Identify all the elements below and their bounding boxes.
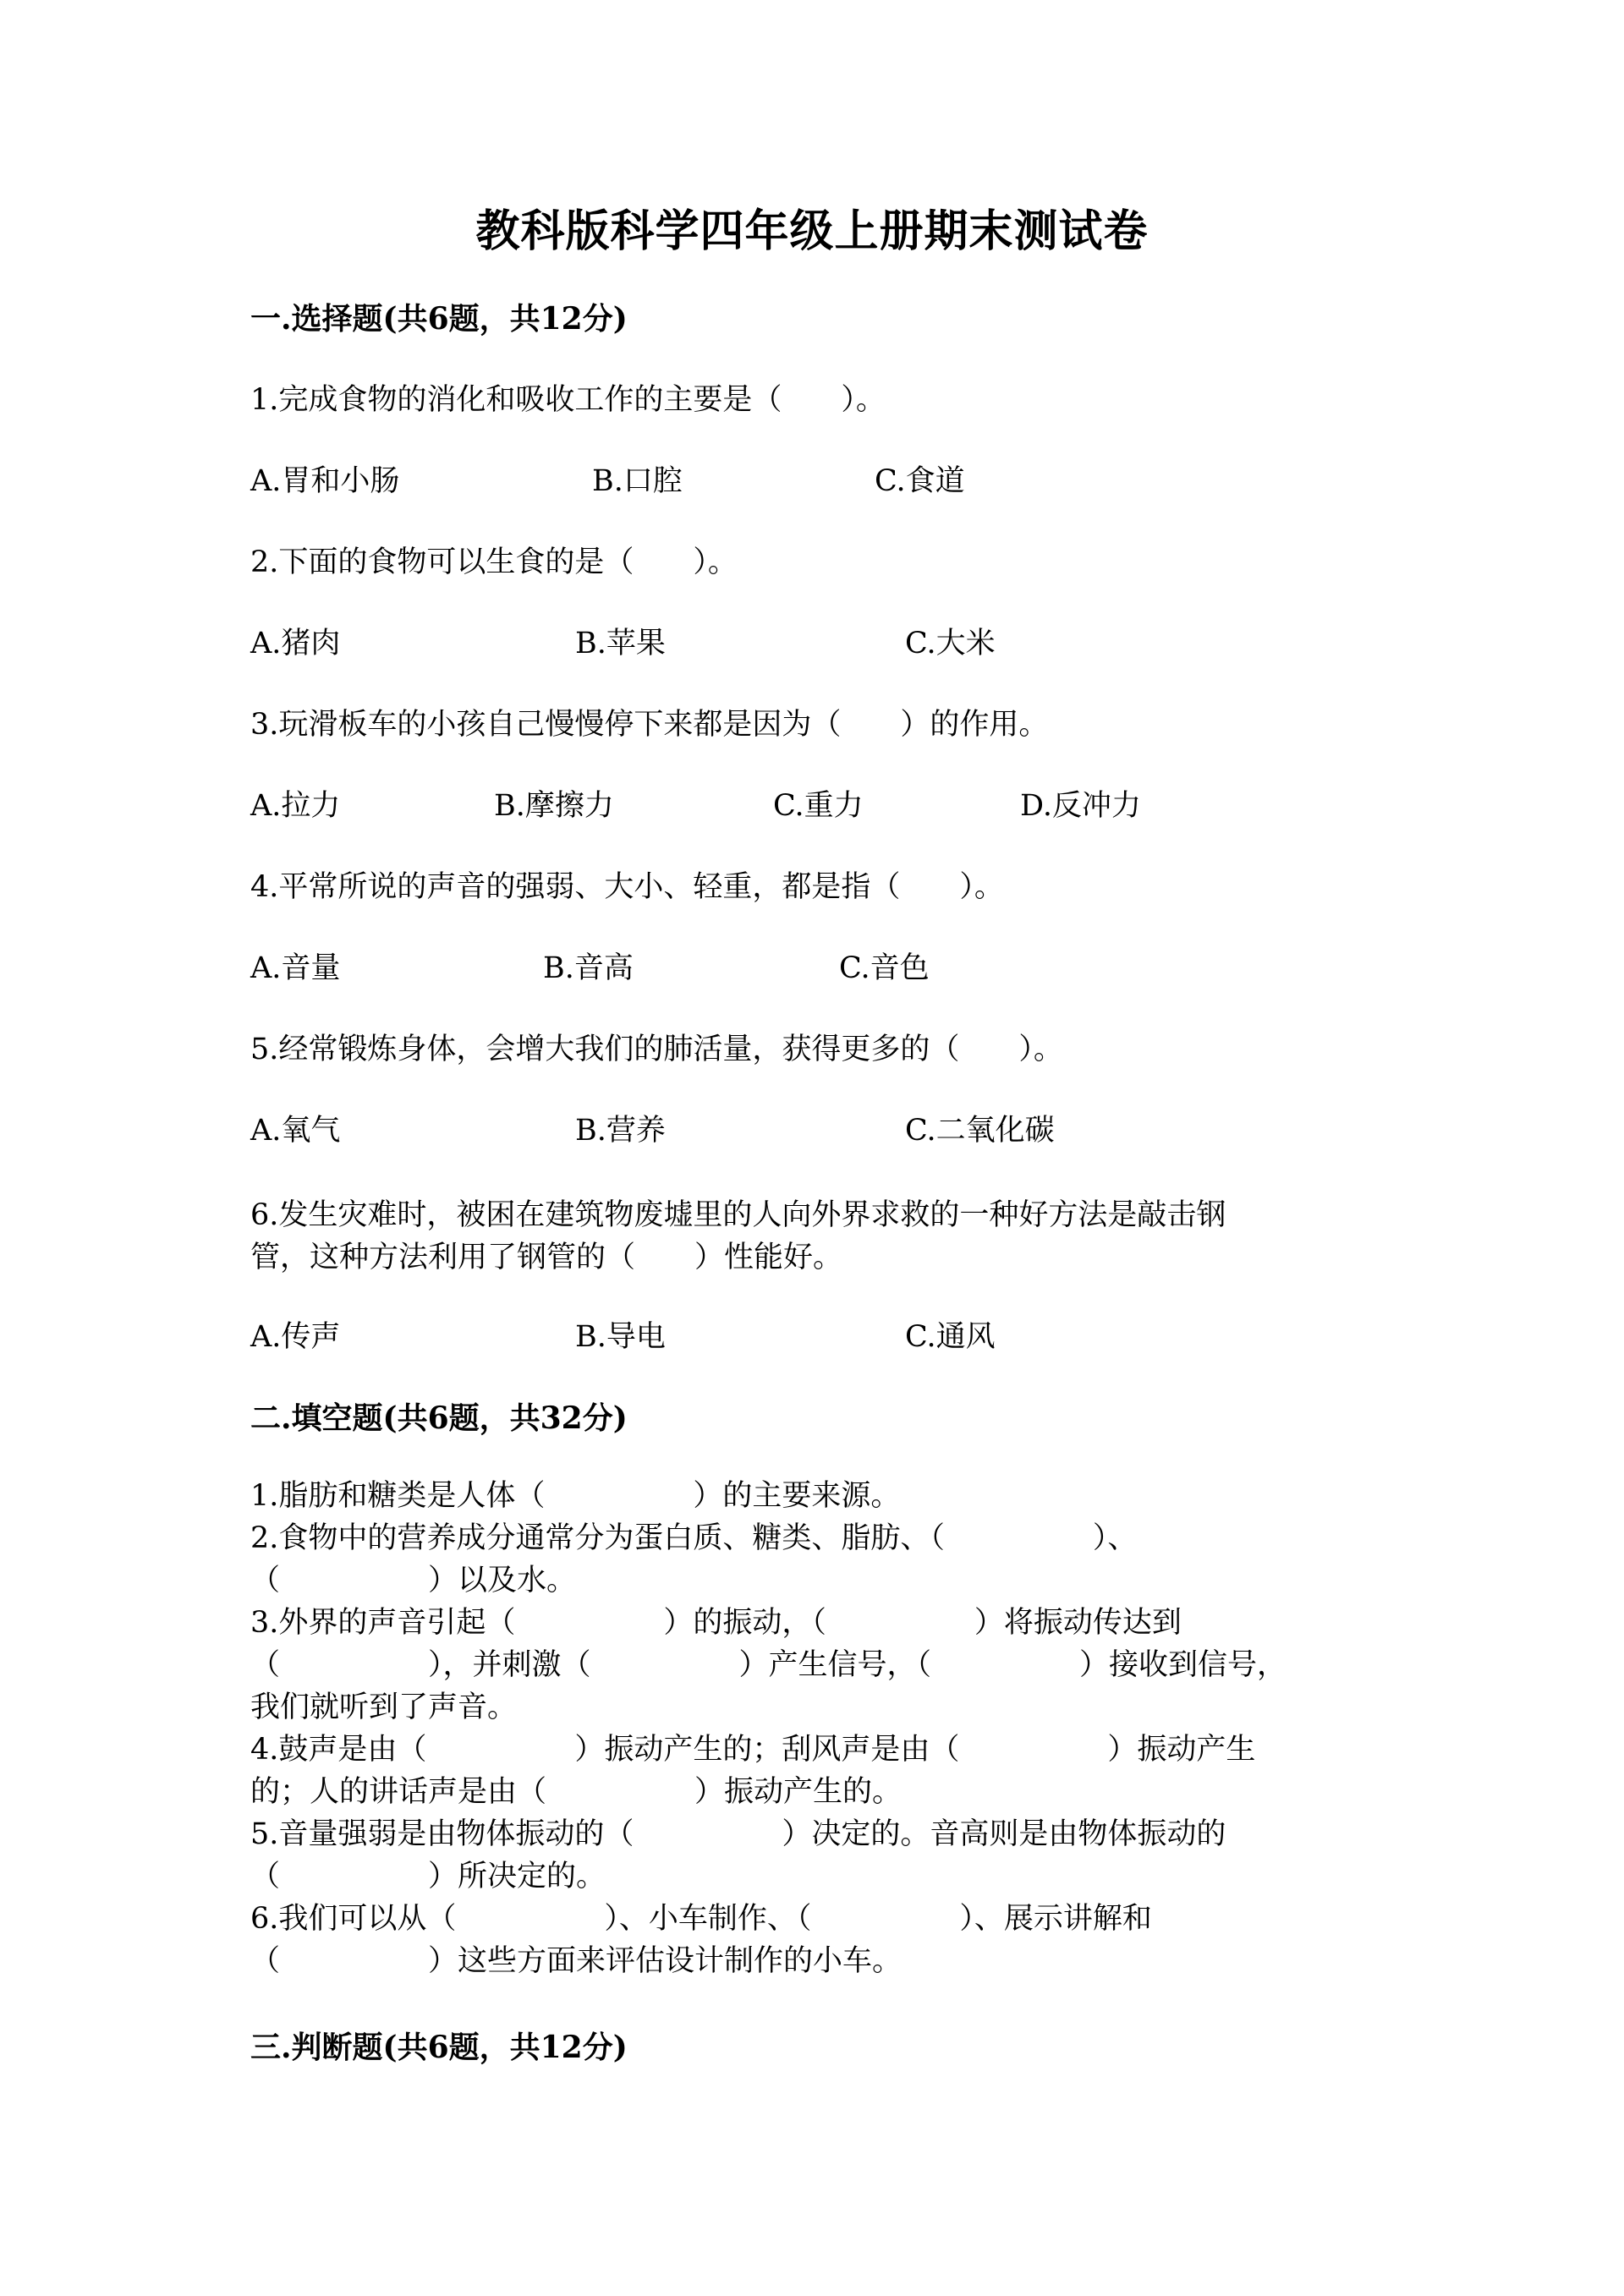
- choice-q3-option-d: D.反冲力: [1020, 789, 1141, 823]
- section-heading-fill: 二.填空题(共6题，共32分): [250, 1400, 628, 1436]
- fill-line: 5.音量强弱是由物体振动的（ ）决定的。音高则是由物体振动的: [250, 1817, 1226, 1851]
- choice-q5-option-a: A.氧气: [250, 1114, 341, 1148]
- choice-q5-option-c: C.二氧化碳: [905, 1114, 1055, 1148]
- choice-q2-option-a: A.猪肉: [250, 627, 341, 660]
- section-heading-choice: 一.选择题(共6题，共12分): [250, 301, 628, 337]
- fill-line: （ ）以及水。: [250, 1564, 577, 1597]
- choice-q6-option-a: A.传声: [250, 1320, 341, 1354]
- fill-line: 3.外界的声音引起（ ）的振动，（ ）将振动传达到: [250, 1606, 1182, 1640]
- fill-line: 4.鼓声是由（ ）振动产生的；刮风声是由（ ）振动产生: [250, 1733, 1256, 1767]
- fill-line: 1.脂肪和糖类是人体（ ）的主要来源。: [250, 1479, 901, 1513]
- choice-q3-option-b: B.摩擦力: [494, 789, 614, 823]
- choice-question-6-line-2: 管，这种方法利用了钢管的（ ）性能好。: [250, 1241, 843, 1274]
- choice-question-4: 4.平常所说的声音的强弱、大小、轻重，都是指（ ）。: [250, 870, 1004, 904]
- fill-line: 6.我们可以从（ ）、小车制作、（ ）、展示讲解和: [250, 1902, 1152, 1936]
- fill-line: （ ），并刺激（ ）产生信号，（ ）接收到信号，: [250, 1648, 1287, 1682]
- choice-q2-option-c: C.大米: [905, 627, 996, 660]
- choice-question-5: 5.经常锻炼身体，会增大我们的肺活量，获得更多的（ ）。: [250, 1033, 1063, 1066]
- choice-q5-option-b: B.营养: [575, 1114, 666, 1148]
- fill-line: 2.食物中的营养成分通常分为蛋白质、糖类、脂肪、（ ）、: [250, 1521, 1138, 1555]
- page-title: 教科版科学四年级上册期末测试卷: [475, 205, 1149, 257]
- choice-q3-option-c: C.重力: [773, 789, 864, 823]
- choice-q1-option-a: A.胃和小肠: [250, 464, 400, 498]
- choice-q1-option-b: B.口腔: [592, 464, 683, 498]
- fill-line: （ ）这些方面来评估设计制作的小车。: [250, 1944, 903, 1978]
- choice-question-1: 1.完成食物的消化和吸收工作的主要是（ ）。: [250, 383, 886, 417]
- section-heading-judge: 三.判断题(共6题，共12分): [250, 2030, 628, 2065]
- fill-line: （ ）所决定的。: [250, 1860, 606, 1893]
- fill-line: 我们就听到了声音。: [250, 1690, 518, 1724]
- choice-question-6-line-1: 6.发生灾难时，被困在建筑物废墟里的人向外界求救的一种好方法是敲击钢: [250, 1198, 1226, 1232]
- choice-q6-option-b: B.导电: [575, 1320, 666, 1354]
- choice-q1-option-c: C.食道: [875, 464, 965, 498]
- choice-question-3: 3.玩滑板车的小孩自己慢慢停下来都是因为（ ）的作用。: [250, 708, 1049, 742]
- choice-q4-option-b: B.音高: [543, 951, 634, 985]
- choice-q3-option-a: A.拉力: [250, 789, 341, 823]
- choice-q4-option-a: A.音量: [250, 951, 341, 985]
- fill-line: 的；人的讲话声是由（ ）振动产生的。: [250, 1775, 903, 1809]
- choice-q2-option-b: B.苹果: [575, 627, 666, 660]
- choice-q6-option-c: C.通风: [905, 1320, 996, 1354]
- choice-question-2: 2.下面的食物可以生食的是（ ）。: [250, 545, 738, 579]
- choice-q4-option-c: C.音色: [839, 951, 930, 985]
